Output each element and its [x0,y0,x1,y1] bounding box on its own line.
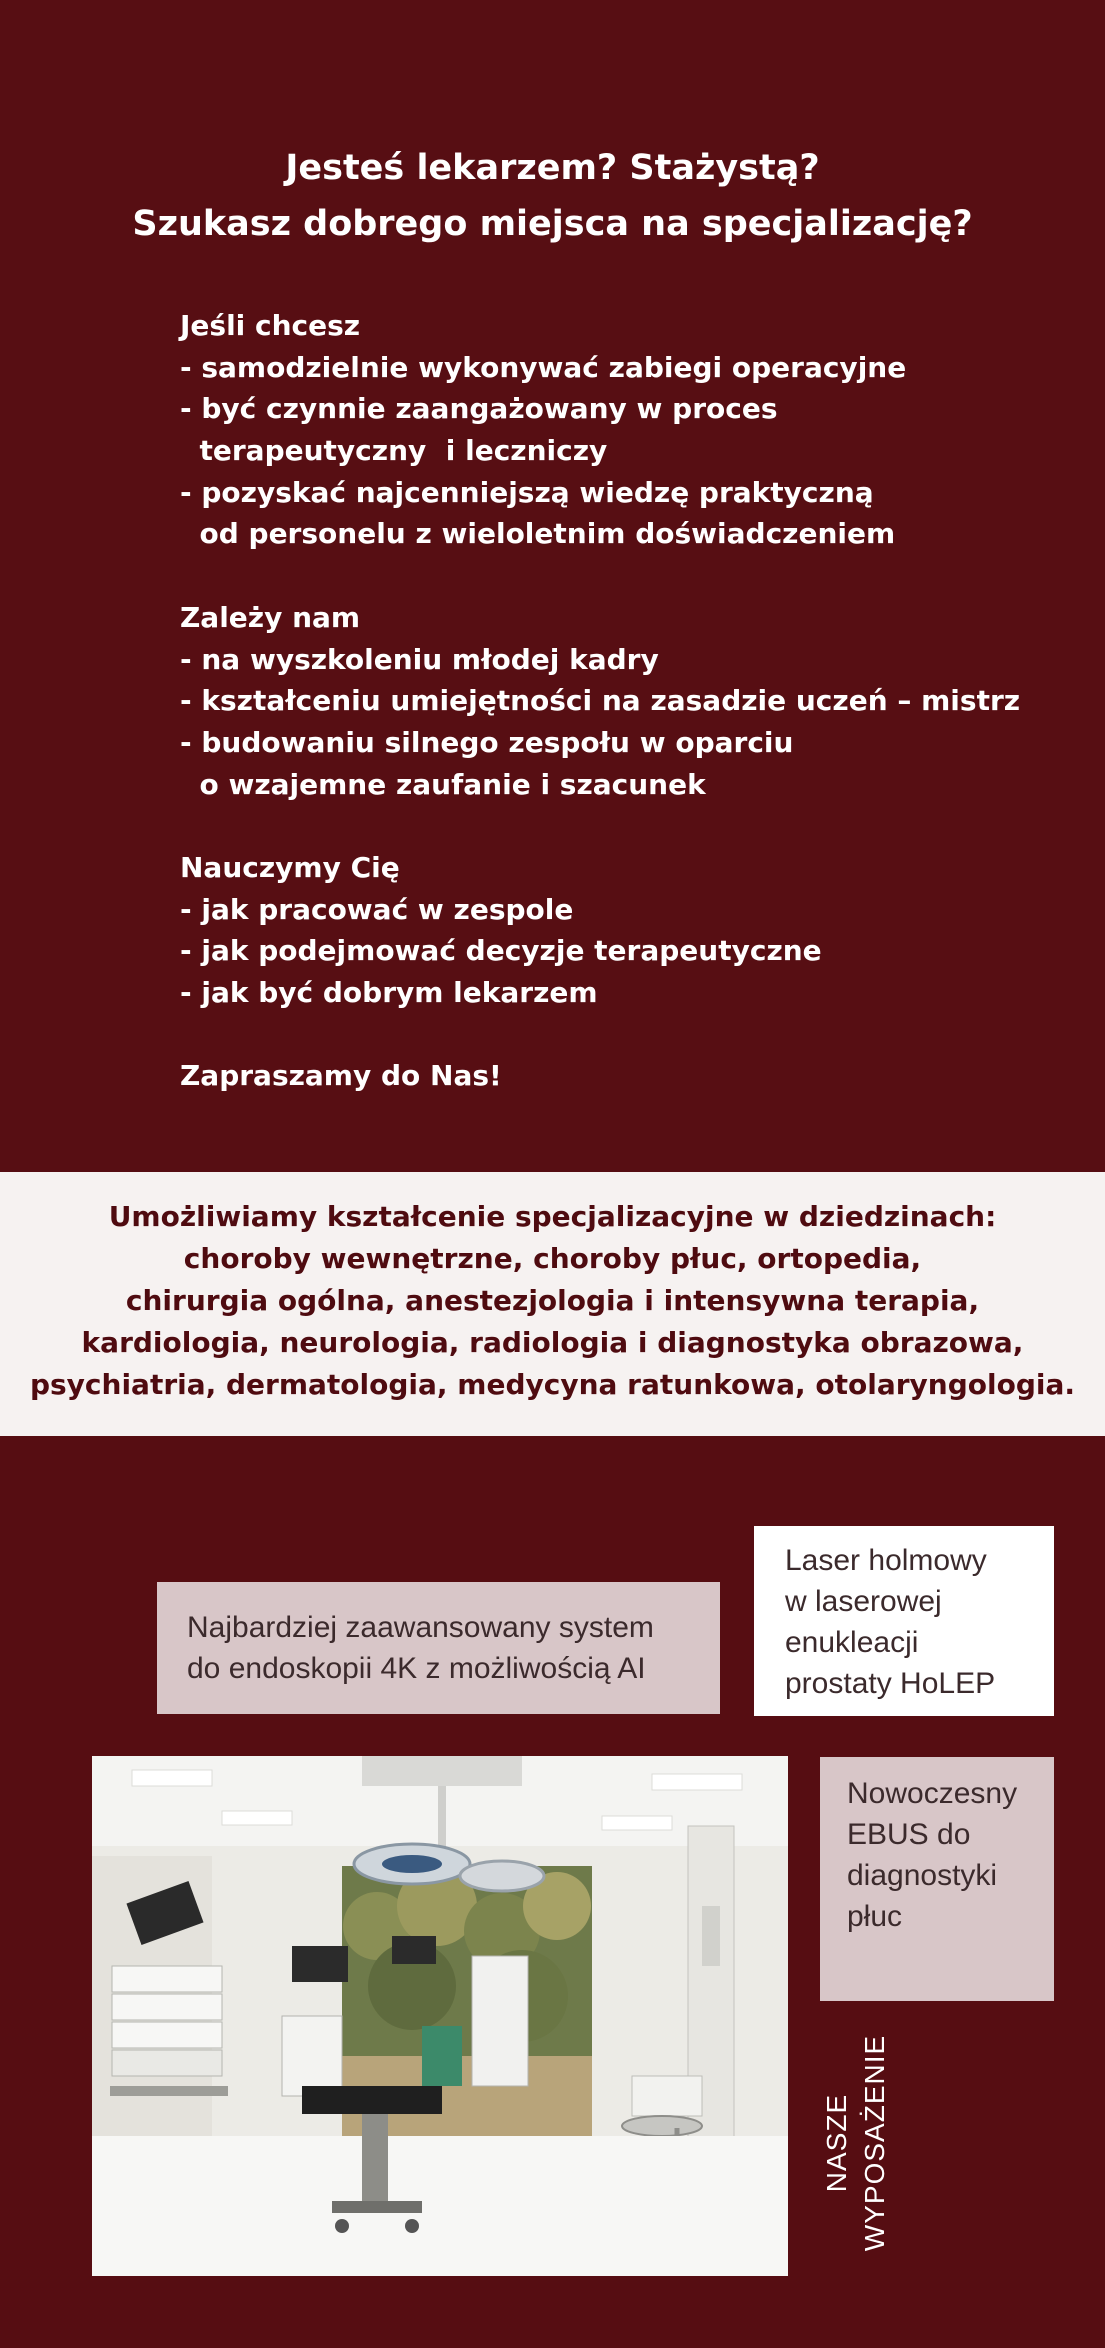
specializations-line: choroby wewnętrzne, choroby płuc, ortopedia, [183,1242,922,1275]
endoscopy-box [157,1582,720,1714]
body-line [180,555,1040,597]
specializations-line: psychiatria, dermatologia, medycyna ratunkowa, otolaryngologia. [29,1368,1076,1401]
laser-line: w laserowej [785,1585,942,1618]
intro-section [0,0,1105,1170]
operating-room-illustration [92,1756,788,2276]
body-line [180,1014,1040,1056]
body-line: Nauczymy Cię [180,850,400,884]
body-line: - samodzielnie wykonywać zabiegi operacyjne [180,350,907,384]
endoscopy-line: Najbardziej zaawansowany system [187,1611,654,1644]
body-line: - być czynnie zaangażowany w proces [180,392,778,426]
operating-room-photo [92,1756,788,2276]
ebus-line: płuc [847,1900,903,1933]
body-line: - kształceniu umiejętności na zasadzie uczeń – mistrz [180,684,1021,718]
our-equipment-line-2: WYPOSAŻENIE [859,2034,890,2252]
body-line: terapeutyczny i leczniczy [180,434,608,468]
headline-line-2: Szukasz dobrego miejsca na specjalizację? [132,204,973,244]
body-line: Zapraszamy do Nas! [180,1059,502,1093]
endoscopy-line: do endoskopii 4K z możliwością AI [187,1652,646,1685]
our-equipment-line-1: NASZE [821,2093,852,2193]
body-line: Jeśli chcesz [180,309,361,342]
ebus-line: EBUS do [847,1818,971,1851]
specializations-band [0,1172,1105,1436]
specializations-line: Umożliwiamy kształcenie specjalizacyjne w dziedzinach: [108,1200,997,1233]
body-line [180,805,1040,847]
headline [0,140,1105,252]
specializations-line: chirurgia ogólna, anestezjologia i intensywna terapia, [125,1284,980,1317]
laser-holep-box [754,1526,1054,1716]
ebus-line: Nowoczesny [847,1777,1018,1810]
our-equipment-label [818,2018,938,2268]
specializations-line: kardiologia, neurologia, radiologia i diagnostyka obrazowa, [81,1326,1024,1359]
body-line: - pozyskać najcenniejszą wiedzę praktyczną [180,475,874,509]
ebus-box [820,1757,1054,2001]
body-line: - jak pracować w zespole [180,892,574,926]
laser-line: enukleacji [785,1626,919,1659]
body-line: o wzajemne zaufanie i szacunek [180,767,706,801]
body-line: - jak być dobrym lekarzem [180,976,598,1009]
laser-line: Laser holmowy [785,1544,987,1577]
body-line: - jak podejmować decyzje terapeutyczne [180,934,822,968]
body-line: od personelu z wieloletnim doświadczeniem [180,517,896,551]
body-line: Zależy nam [180,600,361,634]
body-line: - na wyszkoleniu młodej kadry [180,642,659,676]
body-text [180,305,1040,1097]
body-line: - budowaniu silnego zespołu w oparciu [180,725,794,759]
laser-line: prostaty HoLEP [785,1667,996,1700]
headline-line-1: Jesteś lekarzem? Stażystą? [285,148,820,188]
ebus-line: diagnostyki [847,1859,998,1892]
